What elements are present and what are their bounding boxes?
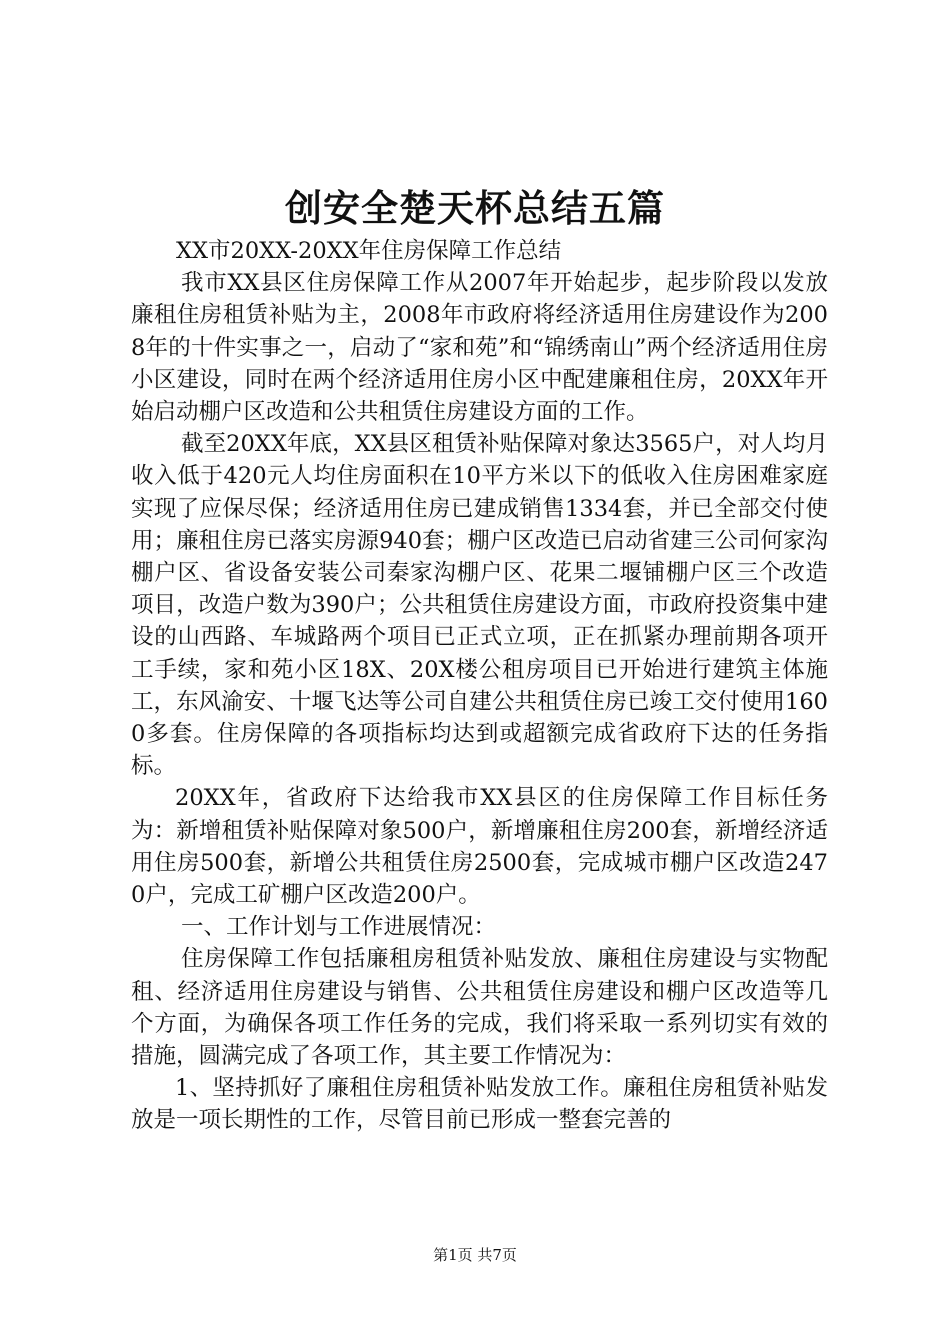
paragraph: 截至20XX年底，XX县区租赁补贴保障对象达3565户，对人均月收入低于420元人均住房面积在10平方米以下的低收入住房困难家庭实现了应保尽保；经济适用住房已建成销售1334套，并已全部交付使用；廉租住房已落实房源940套；棚户区改造已启动省建三公司何家沟棚户区、省设备安装公司秦家沟棚户区、花果二堰铺棚户区三个改造项目，改造户数为390户；公共租赁住房建设方面，市政府投资集中建设的山西路、车城路两个项目已正式立项，正在抓紧办理前期各项开工手续，家和苑小区18X、20X楼公租房项目已开始进行建筑主体施工，东风渝安、十堰飞达等公司自建公共租赁住房已竣工交付使用1600多套。住房保障的各项指标均达到或超额完成省政府下达的任务指标。 [131, 431, 828, 780]
document-subtitle: XX市20XX-20XX年住房保障工作总结 [176, 238, 562, 264]
section-heading: 一、工作计划与工作进展情况： [181, 914, 497, 941]
paragraph: 20XX年，省政府下达给我市XX县区的住房保障工作目标任务为：新增租赁补贴保障对象500户，新增廉租住房200套，新增经济适用住房500套，新增公共租赁住房2500套，完成城市棚户区改造2470户，完成工矿棚户区改造200户。 [131, 785, 828, 909]
document-body [131, 235, 828, 1137]
paragraph: 住房保障工作包括廉租房租赁补贴发放、廉租住房建设与实物配租、经济适用住房建设与销售、公共租赁住房建设和棚户区改造等几个方面，为确保各项工作任务的完成，我们将采取一系列切实有效的措施，圆满完成了各项工作，其主要工作情况为： [131, 946, 828, 1070]
paragraph: 1、坚持抓好了廉租住房租赁补贴发放工作。廉租住房租赁补贴发放是一项长期性的工作，尽管目前已形成一整套完善的 [131, 1075, 828, 1134]
paragraph: 我市XX县区住房保障工作从2007年开始起步，起步阶段以发放廉租住房租赁补贴为主，2008年市政府将经济适用住房建设作为2008年的十件实事之一，启动了“家和苑”和“锦绣南山”两个经济适用住房小区建设，同时在两个经济适用住房小区中配建廉租住房，20XX年开始启动棚户区改造和公共租赁住房建设方面的工作。 [131, 270, 828, 426]
page-number: 第1页 共7页 [433, 1246, 517, 1264]
document-title: 创安全楚天杯总结五篇 [285, 186, 665, 230]
